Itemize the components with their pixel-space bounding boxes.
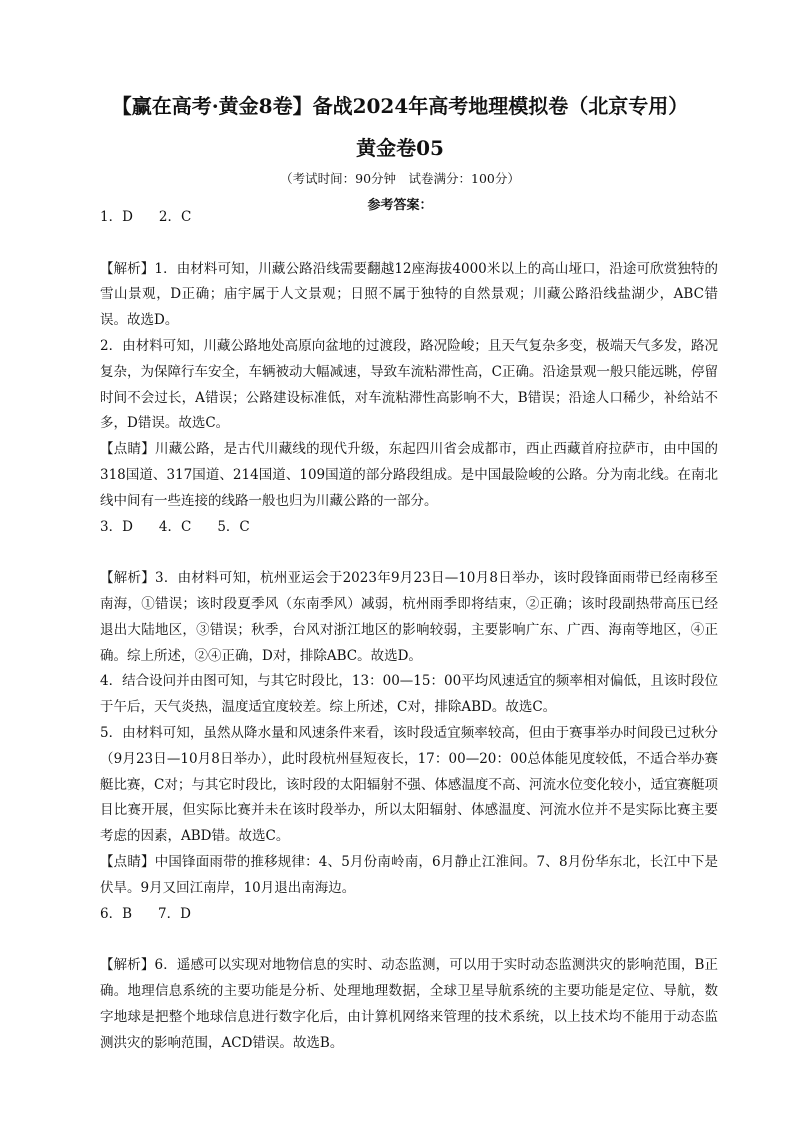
spacer	[100, 540, 718, 566]
analysis-paragraph: 【解析】3．由材料可知，杭州亚运会于2023年9月23日—10月8日举办，该时段锋面雨带已经南移至南海，①错误；该时段夏季风（东南季风）减弱，杭州雨季即将结束，②正确；该时段副热带高压已经退出大陆地区，③错误；秋季，台风对浙江地区的影响较弱，主要影响广东、广西、海南等地区，④正确。综上所述，②④正确，D对，排除ABC。故选D。	[100, 570, 718, 664]
answer-row-3	[100, 902, 718, 928]
answer-item: 2．C	[158, 209, 192, 225]
answer-item: 6．B	[100, 905, 133, 922]
analysis-paragraph: 2．由材料可知，川藏公路地处高原向盆地的过渡段，路况险峻；且天气复杂多变，极端天气多发，路况复杂，为保障行车安全，车辆被动大幅减速，导致车流粘滞性高，C正确。沿途景观一般只能远眺，停留时间不会过长，A错误；公路建设标准低，对车流粘滞性高影响不大，B错误；沿途人口稀少，补给站不多，D错误。故选C。	[100, 337, 718, 432]
answer-row-1	[100, 205, 718, 231]
page-subtitle: 黄金卷05	[356, 136, 444, 160]
analysis-paragraph: 【解析】1．由材料可知，川藏公路沿线需要翻越12座海拔4000米以上的高山垭口，沿途可欣赏独特的雪山景观，D正确；庙宇属于人文景观；日照不属于独特的自然景观；川藏公路沿线盐湖少，ABC错误。故选D。	[100, 260, 718, 329]
answer-item: 3．D	[100, 518, 133, 535]
analysis-paragraph: 【解析】6．遥感可以实现对地物信息的实时、动态监测，可以用于实时动态监测洪灾的影响范围，B正确。地理信息系统的主要功能是分析、处理地理数据，全球卫星导航系统的主要功能是定位、导航，数字地球是把整个地球信息进行数字化后，由计算机网络来管理的技术系统，以上技术均不能用于动态监测洪灾的影响范围，ACD错误。故选B。	[100, 957, 718, 1051]
answer-item: 7．D	[158, 905, 191, 922]
page-title: 【赢在高考·黄金8卷】备战2024年高考地理模拟卷（北京专用）	[111, 94, 689, 118]
answer-item: 4．C	[158, 518, 192, 535]
spacer	[100, 927, 718, 953]
answer-content	[100, 205, 718, 1056]
answer-row-2	[100, 515, 718, 541]
answer-item: 5．C	[217, 518, 250, 535]
exam-info: （考试时间：90分钟 试卷满分：100分）	[280, 171, 520, 186]
spacer	[100, 231, 718, 257]
tip-paragraph: 【点睛】川藏公路，是古代川藏线的现代升级，东起四川省会成都市，西止西藏首府拉萨市，由中国的318国道、317国道、214国道、109国道的部分路段组成。是中国最险峻的公路。分为南北线。在南北线中间有一些连接的线路一般也归为川藏公路的一部分。	[100, 441, 718, 509]
analysis-paragraph: 4．结合设问并由图可知，与其它时段比，13：00—15：00平均风速适宜的频率相对偏低，且该时段位于午后，天气炎热，温度适宜度较差。综上所述，C对，排除ABD。故选C。	[100, 673, 718, 716]
answers-heading: 参考答案：	[367, 198, 433, 213]
tip-paragraph: 【点睛】中国锋面雨带的推移规律：4、5月份南岭南，6月静止江淮间。7、8月份华东北，长江中下是伏旱。9月又回江南岸，10月退出南海边。	[100, 853, 718, 896]
analysis-paragraph: 5．由材料可知，虽然从降水量和风速条件来看，该时段适宜频率较高，但由于赛事举办时间段已过秋分（9月23日—10月8日举办），此时段杭州昼短夜长，17：00—20：00总体能见度较低，不适合举办赛艇比赛，C对；与其它时段比，该时段的太阳辐射不强、体感温度不高、河流水位变化较小，适宜赛艇项目比赛开展，但实际比赛并未在该时段举办，所以太阳辐射、体感温度、河流水位并不是实际比赛主要考虑的因素，ABD错。故选C。	[100, 724, 718, 845]
answer-item: 1．D	[100, 209, 133, 225]
